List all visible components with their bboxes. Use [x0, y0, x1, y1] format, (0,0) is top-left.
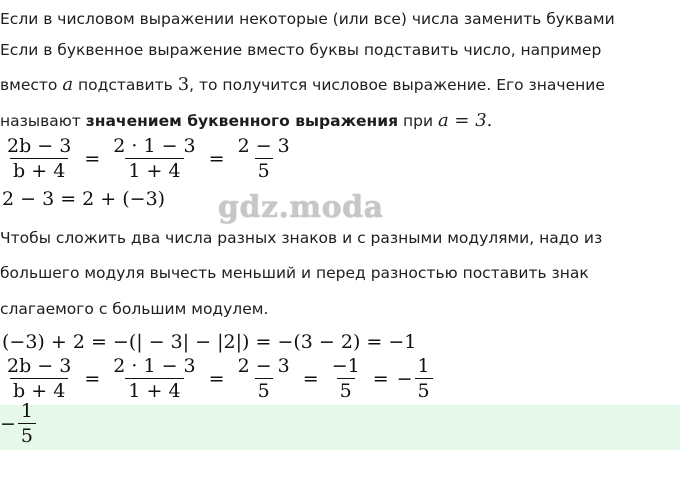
fraction-1: [4, 355, 74, 402]
answer-minus-sign: −: [0, 412, 16, 435]
fraction-numerator: 2 · 1 − 3: [113, 355, 196, 377]
rule-line-2: большего модуля вычесть меньший и перед разностью поставить знак: [0, 264, 589, 282]
equals-sign: =: [302, 367, 319, 390]
answer-box: [0, 405, 680, 450]
intro-line-3-after: , то получится числовое выражение. Его значение: [189, 76, 605, 94]
condition-a-equals-3: a = 3.: [437, 110, 493, 131]
fraction-denominator: 1 + 4: [125, 158, 183, 182]
fraction-2: [110, 355, 198, 402]
fraction-denominator: 5: [337, 378, 355, 402]
number-3: 3: [177, 74, 190, 95]
equals-sign: =: [372, 367, 389, 390]
fraction-denominator: 5: [18, 423, 36, 447]
equals-sign: =: [208, 147, 225, 170]
fraction-denominator: 5: [415, 378, 433, 402]
equation-3: (−3) + 2 = −(| − 3| − |2|) = −(3 − 2) = −1: [2, 331, 417, 353]
equals-sign: =: [208, 367, 225, 390]
fraction-5: [415, 355, 433, 402]
minus-sign: −: [396, 367, 413, 390]
answer-value: [0, 400, 38, 447]
fraction-denominator: 5: [255, 378, 273, 402]
rule-line-1: Чтобы сложить два числа разных знаков и с разными модулями, надо из: [0, 229, 603, 247]
fraction-1: [4, 135, 74, 182]
fraction-numerator: 2b − 3: [7, 135, 72, 157]
fraction-denominator: 1 + 4: [125, 378, 183, 402]
fraction-numerator: 1: [20, 400, 34, 422]
intro-line-3: [0, 75, 680, 95]
fraction-4: [329, 355, 363, 402]
fraction-numerator: −1: [331, 355, 360, 377]
intro-line-4-mid: при: [398, 112, 438, 130]
fraction-denominator: b + 4: [10, 158, 68, 182]
intro-line-3-before: вместо: [0, 76, 63, 94]
equation-4: [2, 355, 435, 402]
fraction-numerator: 1: [417, 355, 430, 377]
intro-line-2: Если в буквенное выражение вместо буквы подставить число, например: [0, 41, 602, 59]
variable-a: a: [62, 74, 74, 95]
fraction-3: [235, 135, 293, 182]
equation-1: [2, 135, 295, 182]
intro-line-4-before: называют: [0, 112, 86, 130]
intro-line-3-mid: подставить: [73, 76, 178, 94]
answer-fraction: [18, 400, 36, 447]
fraction-denominator: 5: [255, 158, 273, 182]
equation-2: 2 − 3 = 2 + (−3): [2, 188, 166, 210]
fraction-numerator: 2 − 3: [237, 355, 290, 377]
bold-term: значением буквенного выражения: [85, 112, 399, 130]
rule-line-3: слагаемого с большим модулем.: [0, 300, 269, 318]
fraction-3: [235, 355, 293, 402]
fraction-numerator: 2 · 1 − 3: [113, 135, 196, 157]
watermark-logo: gdz.moda: [218, 190, 384, 225]
fraction-2: [110, 135, 198, 182]
intro-line-1: Если в числовом выражении некоторые (или все) числа заменить буквами: [0, 10, 615, 28]
fraction-numerator: 2b − 3: [7, 355, 72, 377]
equals-sign: =: [84, 147, 101, 170]
fraction-denominator: b + 4: [10, 378, 68, 402]
intro-line-4: [0, 111, 680, 131]
equals-sign: =: [84, 367, 101, 390]
fraction-numerator: 2 − 3: [237, 135, 290, 157]
